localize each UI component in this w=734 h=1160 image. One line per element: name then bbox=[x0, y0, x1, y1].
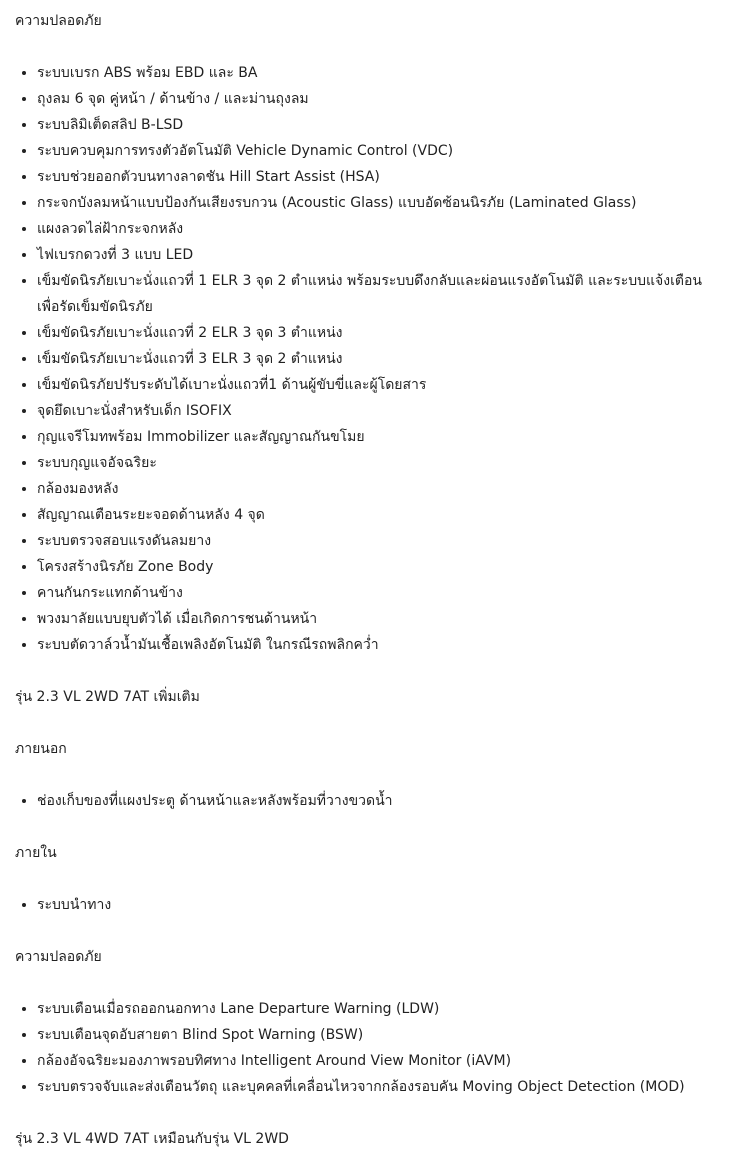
list-item: • จุดยึดเบาะนั่งสำหรับเด็ก ISOFIX bbox=[37, 398, 720, 424]
section-heading-safety: ความปลอดภัย bbox=[15, 13, 102, 29]
list-item: • ระบบช่วยออกตัวบนทางลาดชัน Hill Start Assist (HSA) bbox=[37, 164, 720, 190]
list-item: • เข็มขัดนิรภัยปรับระดับได้เบาะนั่งแถวที่1 ด้านผู้ขับขี่และผู้โดยสาร bbox=[37, 372, 720, 398]
list-item: • เข็มขัดนิรภัยเบาะนั่งแถวที่ 2 ELR 3 จุด 3 ตำแหน่ง bbox=[37, 320, 720, 346]
list-item: • ระบบเตือนจุดอับสายตา Blind Spot Warning (BSW) bbox=[37, 1022, 720, 1048]
spacer bbox=[15, 658, 720, 684]
list-item: • ช่องเก็บของที่แผงประตู ด้านหน้าและหลังพร้อมที่วางขวดน้ำ bbox=[37, 788, 720, 814]
list-item: • ระบบเบรก ABS พร้อม EBD และ BA bbox=[37, 60, 720, 86]
model-heading-vl-2wd: รุ่น 2.3 VL 2WD 7AT เพิ่มเติม bbox=[15, 689, 200, 705]
list-item: • กล้องมองหลัง bbox=[37, 476, 720, 502]
list-item: • กล้องอัจฉริยะมองภาพรอบทิศทาง Intelligent Around View Monitor (iAVM) bbox=[37, 1048, 720, 1074]
list-item: • เข็มขัดนิรภัยเบาะนั่งแถวที่ 3 ELR 3 จุด 2 ตำแหน่ง bbox=[37, 346, 720, 372]
spacer bbox=[15, 970, 720, 996]
list-item: • ระบบตรวจจับและส่งเตือนวัตถุ และบุคคลที่เคลื่อนไหวจากกล้องรอบคัน Moving Object Detection (MOD) bbox=[37, 1074, 720, 1100]
feature-list-safety-additional bbox=[15, 996, 720, 1100]
spacer bbox=[15, 866, 720, 892]
list-item: • โครงสร้างนิรภัย Zone Body bbox=[37, 554, 720, 580]
model-heading-vl-4wd: รุ่น 2.3 VL 4WD 7AT เหมือนกับรุ่น VL 2WD bbox=[15, 1131, 289, 1147]
list-item: • คานกันกระแทกด้านข้าง bbox=[37, 580, 720, 606]
list-item: • เข็มขัดนิรภัยเบาะนั่งแถวที่ 1 ELR 3 จุด 2 ตำแหน่ง พร้อมระบบดึงกลับและผ่อนแรงอัตโนมัติ และระบบแจ้งเตือนเพื่อรัดเข็มขัดนิรภัย bbox=[37, 268, 720, 320]
spacer bbox=[15, 814, 720, 840]
list-item: • ระบบนำทาง bbox=[37, 892, 720, 918]
list-item: • ไฟเบรกดวงที่ 3 แบบ LED bbox=[37, 242, 720, 268]
spacer bbox=[15, 1100, 720, 1126]
spacer bbox=[15, 762, 720, 788]
spacer bbox=[15, 34, 720, 60]
spacer bbox=[15, 710, 720, 736]
list-item: • ถุงลม 6 จุด คู่หน้า / ด้านข้าง / และม่านถุงลม bbox=[37, 86, 720, 112]
list-item: • กระจกบังลมหน้าแบบป้องกันเสียงรบกวน (Acoustic Glass) แบบอัดซ้อนนิรภัย (Laminated Glass) bbox=[37, 190, 720, 216]
list-item: • ระบบตรวจสอบแรงดันลมยาง bbox=[37, 528, 720, 554]
feature-list-exterior bbox=[15, 788, 720, 814]
list-item: • กุญแจรีโมทพร้อม Immobilizer และสัญญาณกันขโมย bbox=[37, 424, 720, 450]
list-item: • สัญญาณเตือนระยะจอดด้านหลัง 4 จุด bbox=[37, 502, 720, 528]
list-item: • ระบบตัดวาล์วน้ำมันเชื้อเพลิงอัตโนมัติ ในกรณีรถพลิกคว่ำ bbox=[37, 632, 720, 658]
section-heading-safety-additional: ความปลอดภัย bbox=[15, 949, 102, 965]
section-heading-interior: ภายใน bbox=[15, 845, 57, 861]
list-item: • ระบบกุญแจอัจฉริยะ bbox=[37, 450, 720, 476]
list-item: • พวงมาลัยแบบยุบตัวได้ เมื่อเกิดการชนด้านหน้า bbox=[37, 606, 720, 632]
list-item: • ระบบลิมิเต็ดสลิป B-LSD bbox=[37, 112, 720, 138]
list-item: • ระบบควบคุมการทรงตัวอัตโนมัติ Vehicle Dynamic Control (VDC) bbox=[37, 138, 720, 164]
list-item: • ระบบเตือนเมื่อรถออกนอกทาง Lane Departure Warning (LDW) bbox=[37, 996, 720, 1022]
feature-list-interior bbox=[15, 892, 720, 918]
section-heading-exterior: ภายนอก bbox=[15, 741, 67, 757]
list-item: • แผงลวดไล่ฝ้ากระจกหลัง bbox=[37, 216, 720, 242]
spacer bbox=[15, 918, 720, 944]
feature-list-safety bbox=[15, 60, 720, 658]
